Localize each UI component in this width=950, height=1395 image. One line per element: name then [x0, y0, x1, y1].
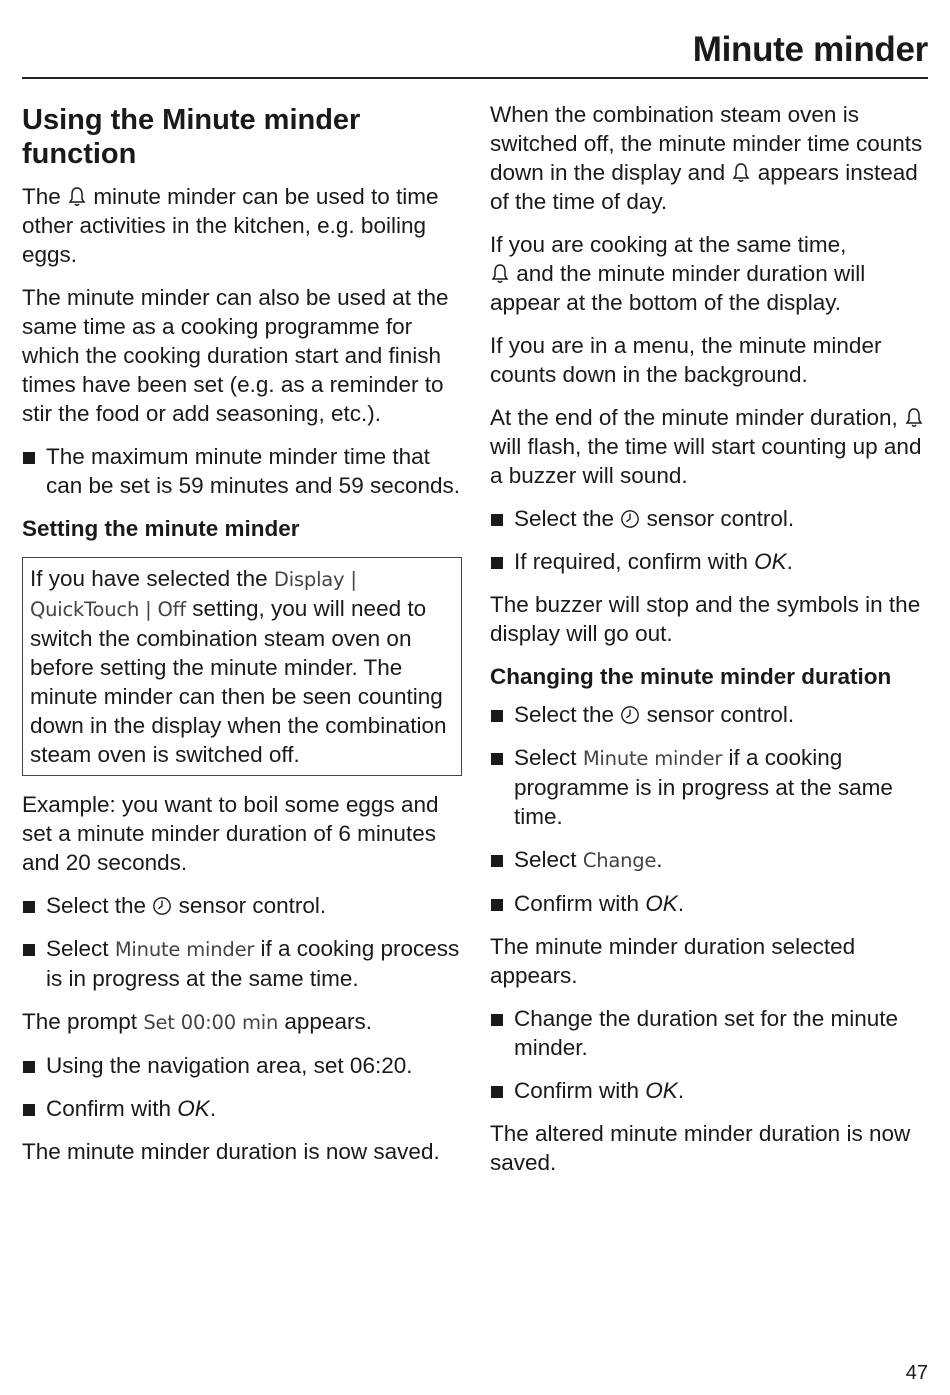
bell-icon: [490, 263, 510, 285]
para-post: will flash, the time will start counting up and a buzzer will sound.: [490, 434, 922, 488]
bullet-square-icon: [490, 845, 514, 875]
step-pre: Confirm with: [46, 1096, 172, 1121]
ok-text: OK: [645, 1078, 678, 1103]
prompt-pre: The prompt: [22, 1009, 138, 1034]
duration-appears-paragraph: The minute minder duration selected appears.: [490, 934, 856, 988]
example-paragraph: Example: you want to boil some eggs and set a minute minder duration of 6 minutes and 20 seconds.: [22, 792, 439, 875]
display-text-minute-minder: Minute minder: [582, 747, 723, 770]
header-divider: [22, 77, 928, 79]
step-pre: Confirm with: [514, 1078, 640, 1103]
bullet-square-icon: [490, 889, 514, 918]
bullet-text: Change the duration set for the minute minder.: [514, 1006, 898, 1060]
prompt-paragraph: [22, 1007, 462, 1037]
paragraph-cooking-same-time: [490, 230, 930, 317]
bullet-square-icon: [490, 1076, 514, 1105]
intro-pre: The: [22, 184, 61, 209]
note-post: setting, you will need to switch the combination steam oven on before setting the minute minder. The minute minder can then be seen counting down in the display when the combination steam oven is switched off.: [30, 596, 447, 767]
ok-text: OK: [754, 549, 787, 574]
bell-icon: [731, 162, 751, 184]
step-navigation: [22, 1051, 462, 1080]
step-post: sensor control.: [646, 702, 795, 727]
clock-icon: [620, 508, 640, 530]
para-lead: If you are cooking at the same time,: [490, 232, 847, 257]
display-text-change: Change: [582, 849, 657, 872]
bullet-square-icon: [490, 547, 514, 576]
step-pre: If required, confirm with: [514, 549, 748, 574]
bullet-square-icon: [22, 934, 46, 993]
step-select-change: [490, 845, 930, 875]
altered-saved-paragraph: The altered minute minder duration is now saved.: [490, 1121, 911, 1175]
para-post: and the minute minder duration will appear at the bottom of the display.: [490, 261, 866, 315]
para-post: appears instead of the time of day.: [490, 160, 918, 214]
step-select-sensor-2: [490, 700, 930, 729]
step-confirm-required: [490, 547, 930, 576]
para-pre: At the end of the minute minder duration,: [490, 405, 898, 430]
step-pre: Select: [514, 847, 577, 872]
step-post: sensor control.: [646, 506, 795, 531]
bullet-square-icon: [22, 1051, 46, 1080]
page-header-title: Minute minder: [692, 30, 928, 69]
paragraph-menu: If you are in a menu, the minute minder counts down in the background.: [490, 333, 882, 387]
subheading-changing: Changing the minute minder duration: [490, 664, 892, 689]
step-select-sensor: [22, 891, 462, 920]
step-pre: Select the: [46, 893, 147, 918]
display-text-minute-minder: Minute minder: [114, 938, 255, 961]
paragraph-cooking-programme: The minute minder can also be used at the same time as a cooking programme for which the cooking duration start and finish times have been set (e.g. as a reminder to stir the food or add seasoning, etc.).: [22, 285, 449, 426]
page-number: 47: [905, 1362, 928, 1384]
bullet-square-icon: [22, 442, 46, 500]
step-confirm-2: [490, 1076, 930, 1105]
para-pre: When the combination steam oven is switched off, the minute minder time counts down in the display and: [490, 102, 923, 185]
step-post: .: [677, 1078, 685, 1103]
step-confirm-1: [490, 889, 930, 918]
bullet-square-icon: [490, 743, 514, 831]
step-select-minute-minder: [490, 743, 930, 831]
saved-paragraph: The minute minder duration is now saved.: [22, 1139, 440, 1164]
step-pre: Confirm with: [514, 891, 640, 916]
bell-icon: [904, 407, 924, 429]
step-post: .: [786, 549, 793, 574]
step-pre: Select: [514, 745, 577, 770]
bullet-square-icon: [22, 891, 46, 920]
step-pre: Select: [46, 936, 109, 961]
display-setting-text: Display | QuickTouch | Off: [30, 568, 357, 621]
step-post: if a cooking programme is in progress at the same time.: [514, 745, 893, 829]
bullet-square-icon: [490, 700, 514, 729]
left-column: [22, 100, 462, 1180]
step-change-duration: [490, 1004, 930, 1062]
bullet-text: The maximum minute minder time that can be set is 59 minutes and 59 seconds.: [46, 444, 461, 498]
step-post: if a cooking process is in progress at the same time.: [46, 936, 460, 991]
intro-paragraph: [22, 182, 462, 269]
paragraph-switched-off: [490, 100, 930, 216]
right-column: [490, 100, 930, 1191]
bullet-text: Using the navigation area, set 06:20.: [46, 1053, 413, 1078]
step-select-sensor: [490, 504, 930, 533]
clock-icon: [152, 895, 172, 917]
step-pre: Select the: [514, 506, 615, 531]
bullet-square-icon: [490, 1004, 514, 1062]
section-heading: Using the Minute minder function: [22, 104, 361, 170]
step-select-minute-minder: [22, 934, 462, 993]
note-pre: If you have selected the: [30, 566, 268, 591]
step-post: .: [209, 1096, 217, 1121]
step-pre: Select the: [514, 702, 615, 727]
bullet-square-icon: [490, 504, 514, 533]
bullet-max-time: [22, 442, 462, 500]
bullet-square-icon: [22, 1094, 46, 1123]
step-post: .: [656, 847, 663, 872]
bell-icon: [67, 186, 87, 208]
subheading-setting: Setting the minute minder: [22, 516, 300, 541]
prompt-post: appears.: [284, 1009, 372, 1034]
clock-icon: [620, 704, 640, 726]
paragraph-end: [490, 403, 930, 490]
buzzer-stop-paragraph: The buzzer will stop and the symbols in the display will go out.: [490, 592, 921, 646]
ok-text: OK: [177, 1096, 210, 1121]
step-confirm: [22, 1094, 462, 1123]
note-box: [22, 557, 462, 776]
step-post: sensor control.: [178, 893, 327, 918]
ok-text: OK: [645, 891, 678, 916]
intro-post: minute minder can be used to time other activities in the kitchen, e.g. boiling eggs.: [22, 184, 439, 267]
display-text-set-time: Set 00:00 min: [143, 1011, 279, 1034]
step-post: .: [677, 891, 685, 916]
